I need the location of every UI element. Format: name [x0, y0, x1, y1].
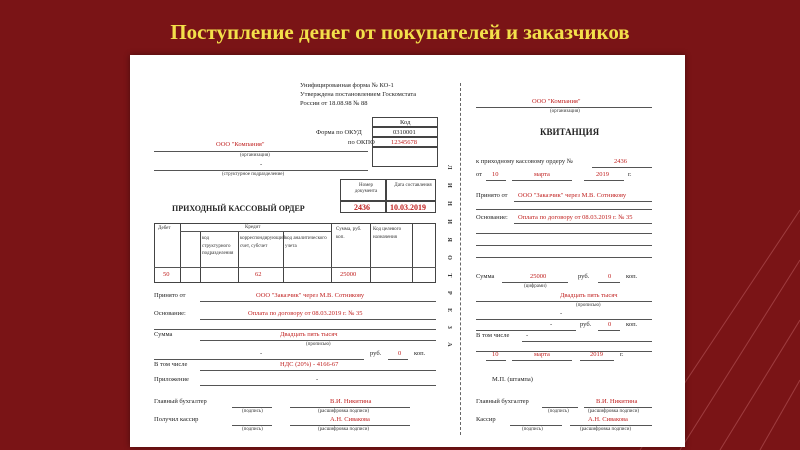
okpo-label: по ОКПО	[348, 139, 375, 146]
struct-dash: -	[260, 161, 263, 168]
poluchil-kassir-label: Получил кассир	[154, 416, 199, 423]
receipt-osnovanie-value: Оплата по договору от 08.03.2019 г. № 35	[518, 214, 633, 221]
col-purpose: Код целевого назначения	[373, 227, 402, 240]
prilozhenie-label: Приложение	[154, 376, 189, 383]
kassir-name: А.Н. Сивакова	[330, 416, 370, 423]
kop-value: 0	[398, 350, 402, 357]
okud-cell	[372, 127, 438, 137]
receipt-rub-label-2: руб.	[580, 321, 592, 328]
receipt-kop-value: 0	[608, 273, 612, 280]
struct-caption: (структурное подразделение)	[222, 172, 285, 177]
receipt-dash-2: -	[550, 321, 553, 328]
receipt-v-tom-chisle: В том числе	[476, 332, 510, 339]
receipt-dash-3: -	[526, 332, 529, 339]
doc-number-cell	[340, 201, 386, 213]
form-header-line3: России от 18.08.98 № 88	[300, 100, 368, 107]
okpo-cell	[372, 137, 438, 147]
doc-number: 2436	[354, 203, 370, 212]
col-debet: Дебет	[158, 226, 171, 231]
okud-value: 0310001	[393, 128, 416, 136]
organization-caption: (организация)	[240, 153, 270, 158]
receipt-glav-buh-name: В.И. Никитина	[596, 398, 638, 405]
receipt-glav-buh-rasshifr: (расшифровка подписи)	[588, 409, 640, 414]
receipt-g-label-2: г.	[620, 351, 624, 358]
cut-line	[460, 83, 461, 435]
glav-buh-label: Главный бухгалтер	[154, 398, 207, 405]
prinyato-label: Принято от	[154, 292, 186, 299]
cut-line-label: Л И Н И Я О Т Р Е З А	[446, 165, 452, 353]
doc-date-cell	[386, 201, 436, 213]
glav-buh-podpis-caption: (подпись)	[242, 409, 263, 414]
organization-name: ООО "Компания"	[216, 141, 265, 148]
form-header-line1: Унифицированная форма № КО-1	[300, 82, 394, 89]
receipt-year-2: 2019	[590, 351, 603, 358]
receipt-day-2: 10	[492, 351, 499, 358]
prinyato-value: ООО "Заказчик" через М.В. Сотникову	[256, 292, 365, 299]
doc-number-header	[340, 179, 386, 201]
receipt-kassir-rasshifr: (расшифровка подписи)	[580, 427, 632, 432]
osnovanie-label: Основание:	[154, 310, 186, 317]
receipt-glav-buh-podpis: (подпись)	[548, 409, 569, 414]
v-tom-chisle-label: В том числе	[154, 361, 188, 368]
okpo-value: 12345678	[391, 138, 417, 146]
glav-buh-rasshifr-caption: (расшифровка подписи)	[318, 409, 370, 414]
receipt-rub-label: руб.	[578, 273, 590, 280]
debet-value: 50	[163, 271, 170, 278]
col-kod-struct: код структурного подразделения	[202, 236, 234, 256]
osnovanie-value: Оплата по договору от 08.03.2019 г. № 35	[248, 310, 363, 317]
receipt-prinyato-value: ООО "Заказчик" через М.В. Сотникову	[518, 192, 627, 199]
order-title: ПРИХОДНЫЙ КАССОВЫЙ ОРДЕР	[172, 204, 305, 213]
prilozhenie-dash: -	[316, 376, 319, 383]
receipt-kop-label-2: коп.	[626, 321, 638, 328]
receipt-mp: М.П. (штампа)	[492, 376, 533, 383]
receipt-osnovanie-label: Основание:	[476, 214, 508, 221]
form-header-line2: Утверждена постановлением Госкомстата	[300, 91, 417, 98]
cash-order-document	[130, 55, 685, 447]
doc-number-label: Номер документа	[354, 183, 378, 194]
receipt-month-2: марта	[534, 351, 550, 358]
propis-caption: (прописью)	[306, 342, 331, 347]
rub-label: руб.	[370, 350, 382, 357]
receipt-kassir-name: А.Н. Сивакова	[588, 416, 628, 423]
summa-dash: -	[260, 350, 263, 357]
receipt-organization-name: ООО "Компания"	[532, 98, 581, 105]
receipt-org-caption: (организация)	[550, 109, 580, 114]
sum-value: 25000	[340, 271, 357, 278]
receipt-day: 10	[492, 171, 499, 178]
doc-date-label: Дата составления	[394, 183, 432, 188]
receipt-ot-label: от	[476, 171, 483, 178]
receipt-kop-label: коп.	[626, 273, 638, 280]
kod-header-cell	[372, 117, 438, 127]
receipt-kop-value-2: 0	[608, 321, 612, 328]
receipt-order-num: 2436	[614, 158, 627, 165]
okud-label: Форма по ОКУД	[316, 129, 362, 136]
kod-label: Код	[400, 118, 411, 126]
summa-words: Двадцать пять тысяч	[280, 331, 338, 338]
col-analytic: код аналитического учета	[285, 236, 327, 249]
receipt-summa-words: Двадцать пять тысяч	[560, 292, 618, 299]
receipt-year: 2019	[596, 171, 609, 178]
doc-date: 10.03.2019	[390, 203, 426, 212]
receipt-kassir-podpis: (подпись)	[522, 427, 543, 432]
receipt-propis-caption: (прописью)	[576, 303, 601, 308]
empty-code-cell	[372, 147, 438, 167]
doc-date-header	[386, 179, 436, 201]
receipt-kassir: Кассир	[476, 416, 496, 423]
nds-value: НДС (20%) - 4166-67	[280, 361, 339, 368]
kop-label: коп.	[414, 350, 426, 357]
receipt-summa-label: Сумма	[476, 273, 495, 280]
kassir-rasshifr-caption: (расшифровка подписи)	[318, 427, 370, 432]
corr-account-value: 62	[255, 271, 262, 278]
glav-buh-name: В.И. Никитина	[330, 398, 372, 405]
receipt-month: марта	[534, 171, 550, 178]
col-corr-account: корреспондирующий счет, субсчет	[240, 236, 286, 249]
col-kredit: Кредит	[245, 225, 261, 230]
receipt-cifr-caption: (цифрами)	[524, 284, 547, 289]
receipt-glav-buh: Главный бухгалтер	[476, 398, 529, 405]
kassir-podpis-caption: (подпись)	[242, 427, 263, 432]
receipt-dash-1: -	[560, 310, 563, 317]
receipt-prinyato-label: Принято от	[476, 192, 508, 199]
receipt-g-label: г.	[628, 171, 632, 178]
col-sum: Сумма, руб. коп.	[336, 227, 362, 240]
receipt-summa-digits: 25000	[530, 273, 547, 280]
summa-label: Сумма	[154, 331, 173, 338]
receipt-title: КВИТАНЦИЯ	[540, 127, 600, 137]
receipt-k-order-label: к приходному кассовому ордеру №	[476, 158, 573, 165]
page-title: Поступление денег от покупателей и заказчиков	[170, 20, 630, 44]
